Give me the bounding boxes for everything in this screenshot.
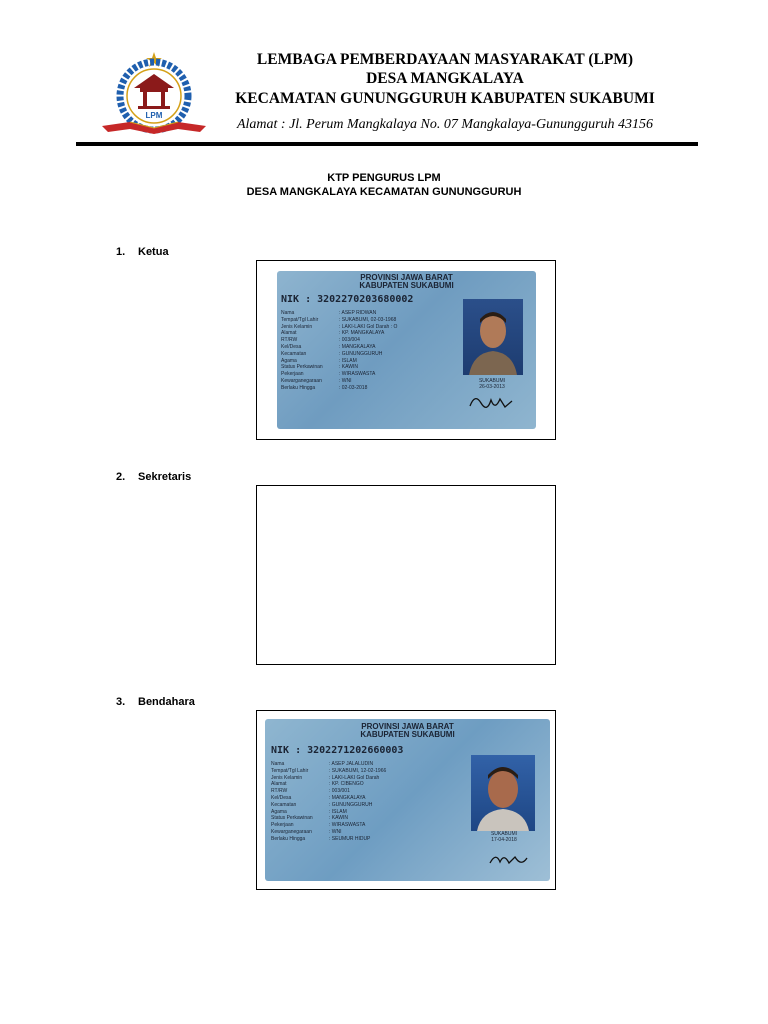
ktp-field-row: Agama : ISLAM (271, 808, 347, 815)
ktp-field-row: Kel/Desa : MANGKALAYA (271, 794, 366, 801)
ktp-field-value: GUNUNGGURUH (331, 801, 373, 808)
ktp-field-key: Kewarganegaraan (271, 828, 312, 835)
ktp-nik-value: 3202270203680002 (317, 294, 414, 305)
ktp-field-row: Jenis Kelamin : LAKI-LAKI Gol Darah (271, 774, 380, 781)
item-label: Sekretaris (138, 471, 192, 483)
ktp-field-row: Nama : ASEP RIDWAN (281, 310, 377, 316)
ktp-field-value: MANGKALAYA (331, 794, 366, 801)
ktp-field-key: Berlaku Hingga (271, 835, 306, 842)
ktp-fields (271, 761, 386, 843)
ktp-regency: KABUPATEN SUKABUMI (359, 281, 454, 290)
ktp-field-value: SEUMUR HIDUP (331, 835, 371, 842)
org-address: Alamat : Jl. Perum Mangkalaya No. 07 Mangkalaya-Gunungguruh 43156 (236, 117, 654, 132)
ktp-nik-value: 3202271202660003 (307, 745, 404, 756)
ktp-card-bendahara (265, 719, 550, 881)
ktp-field-key: Kel/Desa (271, 794, 292, 801)
ktp-fields (281, 310, 397, 392)
item-label: Ketua (138, 246, 169, 258)
ktp-field-row: Agama : ISLAM (281, 357, 357, 364)
ktp-field-row: Berlaku Hingga : SEUMUR HIDUP (271, 835, 371, 842)
ktp-field-row: RT/RW : 003/001 (271, 788, 350, 795)
ktp-field-row: Kecamatan : GUNUNGGURUH (281, 350, 383, 357)
ktp-card-ketua (277, 271, 536, 429)
district-name: KECAMATAN GUNUNGGURUH KABUPATEN SUKABUMI (235, 90, 655, 107)
signature-icon (487, 849, 531, 871)
ktp-field-value: 003/001 (331, 788, 350, 795)
village-name: DESA MANGKALAYA (366, 70, 524, 87)
ktp-field-row: RT/RW : 003/004 (281, 337, 360, 344)
ktp-field-row: Status Perkawinan : KAWIN (281, 364, 358, 371)
ktp-field-key: Kecamatan (271, 801, 297, 808)
ktp-field-value: KAWIN (341, 364, 358, 371)
ktp-field-row: Kewarganegaraan : WNI (271, 828, 342, 835)
ktp-field-row: Berlaku Hingga : 02-03-2018 (281, 384, 368, 391)
ktp-field-key: RT/RW (281, 337, 298, 344)
item-bendahara (116, 696, 195, 708)
org-name: LEMBAGA PEMBERDAYAAN MASYARAKAT (LPM) (256, 51, 634, 68)
ktp-field-value: SUKABUMI, 12-02-1966 (331, 767, 387, 774)
ktp-field-value: WNI (331, 828, 342, 835)
ktp-field-row: Kecamatan : GUNUNGGURUH (271, 801, 373, 808)
ktp-field-value: MANGKALAYA (341, 343, 376, 350)
doc-title: KTP PENGURUS LPM (327, 172, 441, 184)
ktp-issue-place: SUKABUMI 26-03-2013 (478, 378, 506, 390)
ktp-field-value: KP. MANGKALAYA (341, 330, 385, 337)
ktp-regency: KABUPATEN SUKABUMI (360, 730, 455, 739)
ktp-frame-bendahara (256, 710, 556, 890)
ktp-field-value: ISLAM (341, 357, 357, 364)
ktp-field-key: Pekerjaan (271, 822, 294, 829)
ktp-frame-sekretaris-empty (256, 485, 556, 665)
ktp-field-value: SUKABUMI, 02-03-1968 (341, 316, 397, 323)
ktp-nik-label: NIK (281, 294, 300, 305)
ktp-frame-ketua (256, 260, 556, 440)
ktp-field-value: WNI (341, 377, 352, 384)
ktp-field-row: Tempat/Tgl Lahir : SUKABUMI, 02-03-1968 (281, 316, 397, 323)
ktp-nik: NIK : 3202271202660003 (271, 745, 404, 756)
ktp-field-value: WIRASWASTA (341, 371, 376, 378)
ktp-field-key: Agama (281, 357, 297, 364)
ktp-issue-place: SUKABUMI 17-04-2018 (490, 831, 518, 843)
ktp-field-row: Tempat/Tgl Lahir : SUKABUMI, 12-02-1966 (271, 767, 387, 774)
ktp-field-value: ASEP JALALUDIN (331, 761, 374, 767)
ktp-field-row: Jenis Kelamin : LAKI-LAKI Gol Darah : O (281, 323, 398, 330)
ktp-field-row: Status Perkawinan : KAWIN (271, 815, 348, 822)
lpm-logo (100, 50, 208, 142)
ktp-field-value: KP. CIBENGO (331, 781, 364, 788)
ktp-field-value: LAKI-LAKI Gol Darah (331, 774, 380, 781)
person-photo-icon (471, 755, 535, 831)
signature-icon (467, 391, 515, 413)
item-sekretaris (116, 471, 191, 483)
ktp-field-key: Alamat (281, 330, 297, 337)
item-number: 2. (116, 471, 126, 483)
ktp-nik: NIK : 3202270203680002 (281, 294, 414, 305)
item-label: Bendahara (138, 696, 195, 708)
ktp-field-row: Pekerjaan : WIRASWASTA (281, 371, 376, 378)
ktp-field-value: ASEP RIDWAN (341, 310, 377, 316)
ktp-field-row: Kel/Desa : MANGKALAYA (281, 343, 376, 350)
ktp-field-key: Berlaku Hingga (281, 384, 316, 391)
ktp-field-key: Tempat/Tgl Lahir (281, 316, 319, 323)
ktp-field-value: GUNUNGGURUH (341, 350, 383, 357)
ktp-field-key: Jenis Kelamin (281, 323, 313, 330)
ktp-field-row: Alamat : KP. MANGKALAYA (281, 330, 385, 337)
item-ketua (116, 246, 169, 258)
ktp-field-row: Kewarganegaraan : WNI (281, 377, 352, 384)
ktp-field-key: Kecamatan (281, 350, 307, 357)
ktp-field-value: ISLAM (331, 808, 347, 815)
ktp-field-key: Status Perkawinan (281, 364, 323, 371)
ktp-field-key: Tempat/Tgl Lahir (271, 767, 309, 774)
ktp-field-key: Nama (281, 310, 295, 316)
ktp-field-value: 003/004 (341, 337, 360, 344)
item-number: 3. (116, 696, 126, 708)
ktp-field-value: WIRASWASTA (331, 822, 366, 829)
ktp-field-key: Jenis Kelamin (271, 774, 303, 781)
ktp-field-key: Kewarganegaraan (281, 377, 322, 384)
ktp-photo (463, 299, 523, 375)
ktp-field-key: Pekerjaan (281, 371, 304, 378)
header-divider (76, 142, 698, 146)
ktp-province: PROVINSI JAWA BARAT (360, 273, 453, 282)
ktp-field-key: Agama (271, 808, 287, 815)
ktp-field-key: Alamat (271, 781, 287, 788)
ktp-field-key: Nama (271, 761, 285, 767)
person-photo-icon (463, 299, 523, 375)
ktp-field-row: Pekerjaan : WIRASWASTA (271, 822, 366, 829)
ktp-province: PROVINSI JAWA BARAT (361, 722, 454, 731)
ktp-field-row: Nama : ASEP JALALUDIN (271, 761, 374, 767)
item-number: 1. (116, 246, 126, 258)
doc-subtitle: DESA MANGKALAYA KECAMATAN GUNUNGGURUH (246, 186, 522, 198)
ktp-field-key: Status Perkawinan (271, 815, 313, 822)
ktp-photo (471, 755, 535, 831)
ktp-field-key: Kel/Desa (281, 343, 302, 350)
ktp-nik-label: NIK (271, 745, 290, 756)
ktp-field-row: Alamat : KP. CIBENGO (271, 781, 364, 788)
ktp-field-value: KAWIN (331, 815, 348, 822)
ktp-field-value: LAKI-LAKI Gol Darah : O (341, 323, 398, 330)
ktp-field-key: RT/RW (271, 788, 288, 795)
svg-text:LPM: LPM (145, 111, 163, 120)
ktp-field-value: 02-03-2018 (341, 384, 368, 391)
